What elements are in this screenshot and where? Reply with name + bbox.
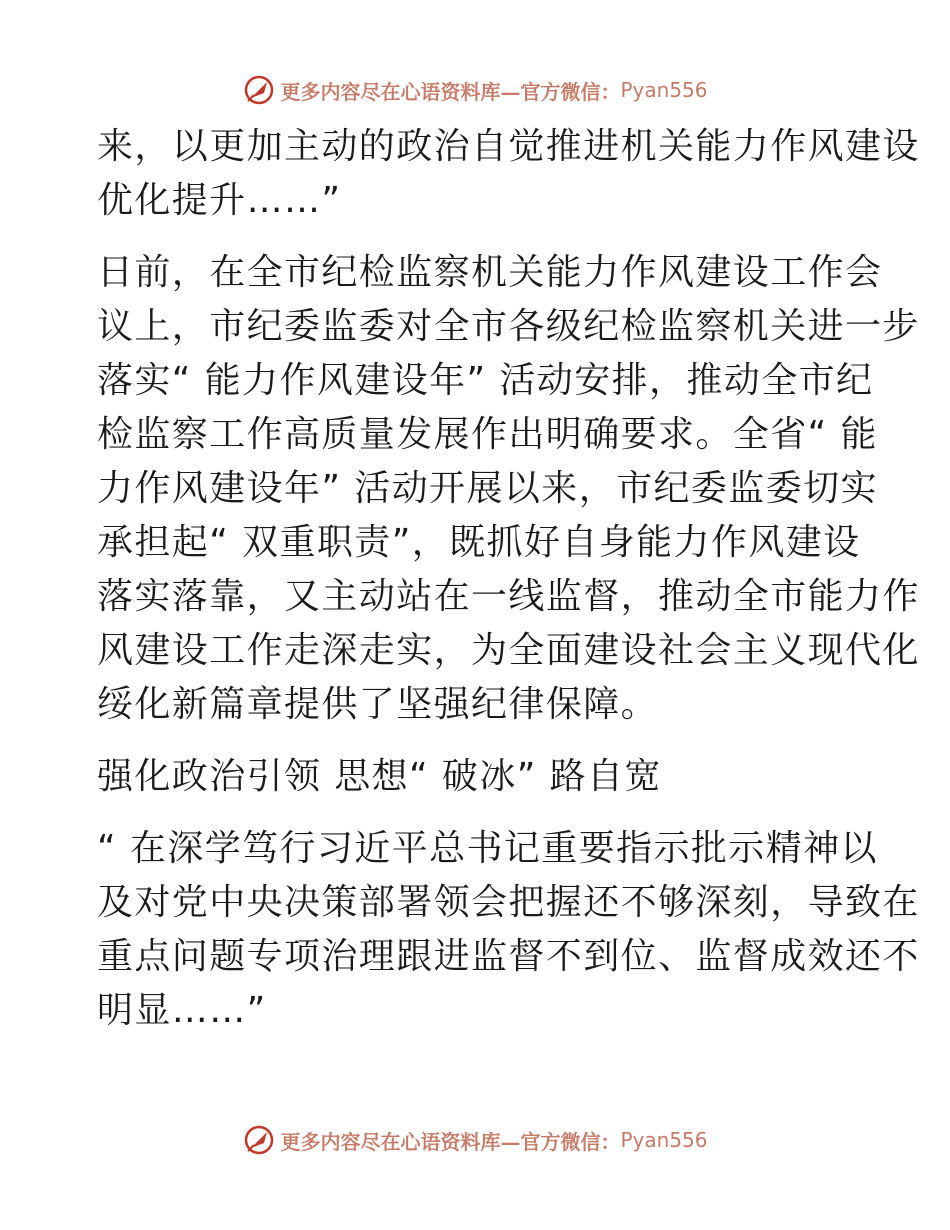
quill-logo-icon: [242, 1123, 276, 1157]
text-line: 及对党中央决策部署领会把握还不够深刻，导致在: [97, 882, 920, 923]
banner-text: 更多内容尽在心语资料库—官方微信：: [280, 1129, 621, 1154]
paragraph-1: [97, 120, 920, 228]
quill-logo-icon: [242, 73, 276, 107]
text-line: 力作风建设年” 活动开展以来，市纪委监委切实: [97, 468, 878, 509]
text-line: 落实“ 能力作风建设年” 活动安排，推动全市纪: [97, 360, 874, 401]
text-line: 明显……”: [97, 990, 267, 1031]
header-banner: [0, 70, 950, 110]
banner-wechat-id: Pyan556: [620, 78, 708, 102]
text-line: 日前，在全市纪检监察机关能力作风建设工作会: [97, 252, 883, 293]
section-heading: [97, 750, 857, 804]
text-line: 来，以更加主动的政治自觉推进机关能力作风建设: [97, 126, 920, 167]
text-line: 风建设工作走深走实，为全面建设社会主义现代化: [97, 630, 920, 671]
paragraph-2: [97, 246, 920, 732]
text-line: 检监察工作高质量发展作出明确要求。全省“ 能: [97, 414, 878, 455]
document-body: [97, 120, 920, 1038]
text-line: 落实落靠，又主动站在一线监督，推动全市能力作: [97, 576, 920, 617]
text-line: 绥化新篇章提供了坚强纪律保障。: [97, 684, 659, 725]
paragraph-3: [97, 822, 920, 1038]
text-line: 议上，市纪委监委对全市各级纪检监察机关进一步: [97, 306, 920, 347]
text-line: 优化提升……”: [97, 180, 342, 221]
text-line: “ 在深学笃行习近平总书记重要指示批示精神以: [97, 828, 878, 869]
banner-text: 更多内容尽在心语资料库—官方微信：: [280, 79, 621, 104]
footer-banner: [0, 1120, 950, 1160]
text-line: 重点问题专项治理跟进监督不到位、监督成效还不: [97, 936, 920, 977]
heading-line: 强化政治引领 思想“ 破冰” 路自宽: [97, 756, 662, 797]
banner-wechat-id: Pyan556: [620, 1128, 708, 1152]
text-line: 承担起“ 双重职责”，既抓好自身能力作风建设: [97, 522, 861, 563]
